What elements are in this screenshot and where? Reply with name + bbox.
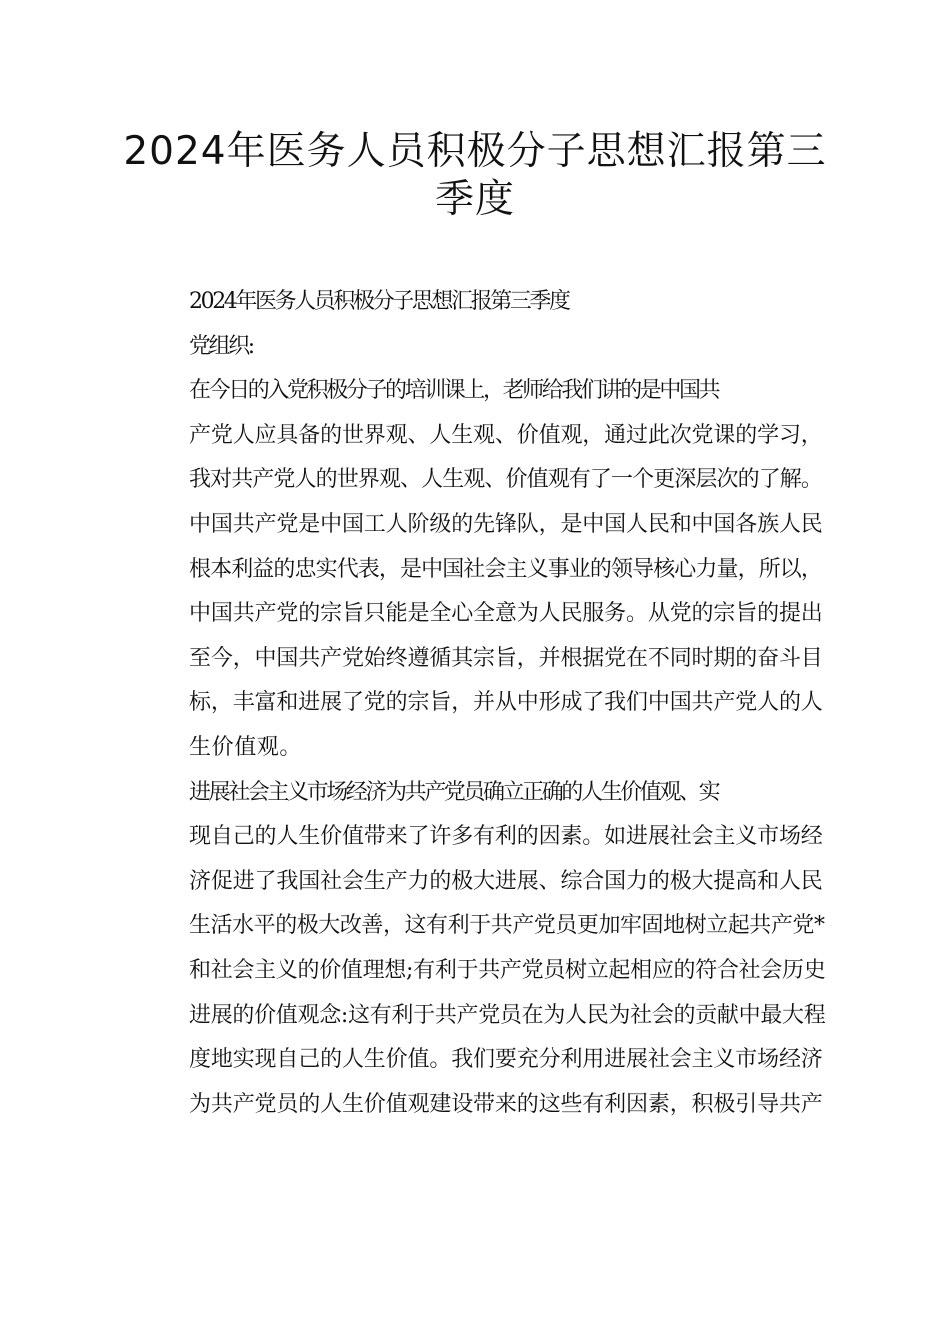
text-line: 中国共产党是中国工人阶级的先锋队，是中国人民和中国各族人民 (189, 511, 823, 537)
document-body (145, 280, 825, 1127)
text-line: 中国共产党的宗旨只能是全心全意为人民服务。从党的宗旨的提出 (189, 601, 823, 627)
text-line: 生活水平的极大改善，这有利于共产党员更加牢固地树立起共产党* (189, 913, 825, 939)
text-line: 进展社会主义市场经济为共产党员确立正确的人生价值观、实 (189, 779, 719, 805)
text-line: 2024年医务人员积极分子思想汇报第三季度 (189, 289, 569, 314)
text-line: 至今，中国共产党始终遵循其宗旨，并根据党在不同时期的奋斗目 (189, 645, 823, 671)
text-line: 进展的价值观念:这有利于共产党员在为人民为社会的贡献中最大程 (189, 1002, 826, 1028)
text-line: 根本利益的忠实代表，是中国社会主义事业的领导核心力量，所以， (189, 556, 823, 582)
text-line: 度地实现自己的人生价值。我们要充分利用进展社会主义市场经济 (189, 1047, 823, 1073)
title-line: 2024年医务人员积极分子思想汇报第三 (123, 129, 827, 174)
title-line: 季度 (434, 177, 515, 222)
text-line: 为共产党员的人生价值观建设带来的这些有利因素，积极引导共产 (189, 1091, 823, 1117)
body-paragraph-1 (145, 369, 825, 770)
text-line: 和社会主义的价值理想;有利于共产党员树立起相应的符合社会历史 (189, 957, 826, 983)
text-line: 生价值观。 (189, 734, 303, 760)
text-line: 产党人应具备的世界观、人生观、价值观，通过此次党课的学习， (189, 422, 823, 448)
text-line: 在今日的入党积极分子的培训课上，老师给我们讲的是中国共 (189, 378, 719, 404)
salutation-paragraph (145, 325, 825, 370)
body-paragraph-2 (145, 771, 825, 1128)
subtitle-paragraph (145, 280, 825, 325)
text-line: 标，丰富和进展了党的宗旨，并从中形成了我们中国共产党人的人 (189, 690, 823, 716)
text-line: 济促进了我国社会生产力的极大进展、综合国力的极大提高和人民 (189, 868, 823, 894)
document-title (100, 128, 850, 224)
text-line: 现自己的人生价值带来了许多有利的因素。如进展社会主义市场经 (189, 824, 823, 850)
text-line: 党组织: (189, 333, 253, 359)
text-line: 我对共产党人的世界观、人生观、价值观有了一个更深层次的了解。 (189, 467, 823, 493)
